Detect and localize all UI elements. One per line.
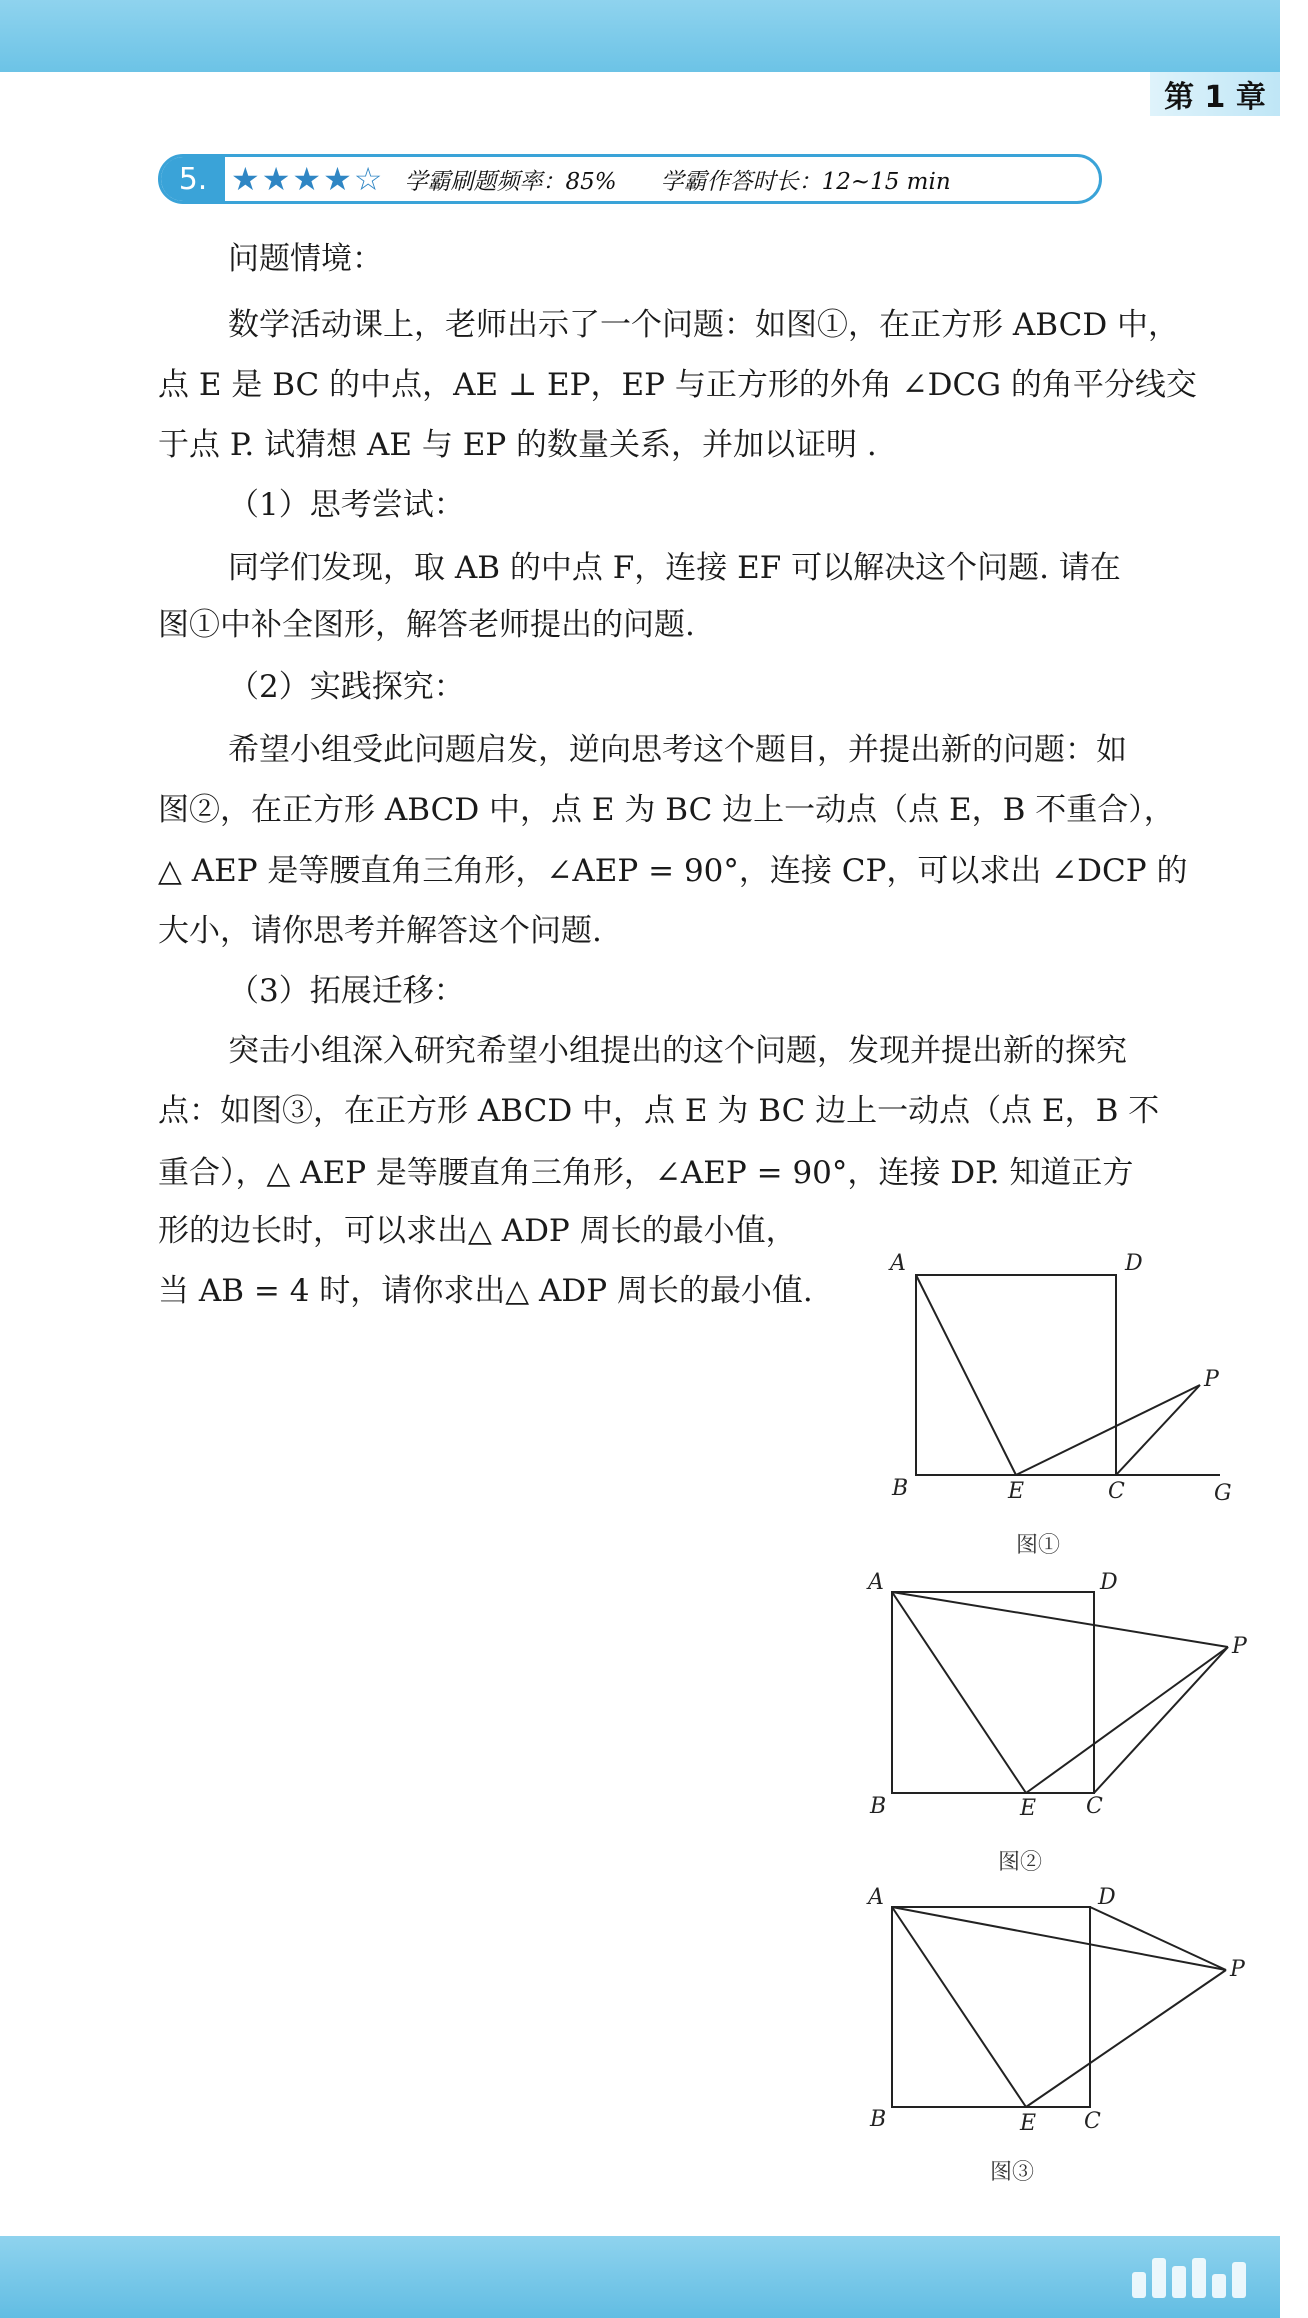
- star-icon: ★: [323, 160, 352, 198]
- figure-2-caption: 图②: [998, 1850, 1043, 1875]
- segment-cp: [1094, 1647, 1228, 1793]
- figure-1-caption: 图①: [1016, 1533, 1061, 1558]
- figure-1-diagram: [880, 1250, 1240, 1510]
- watermark-bars-icon: [1132, 2258, 1246, 2298]
- problem-line: 形的边长时，可以求出△ ADP 周长的最小值，: [158, 1213, 797, 1249]
- problem-line: 图①中补全图形，解答老师提出的问题.: [158, 607, 695, 643]
- problem-line: 图②，在正方形 ABCD 中，点 E 为 BC 边上一动点（点 E，B 不重合），: [158, 792, 1175, 828]
- label-b: B: [892, 1476, 909, 1501]
- star-icon: ★: [292, 160, 322, 198]
- figure-3-caption: 图③: [990, 2160, 1035, 2185]
- segment-dp: [1090, 1907, 1226, 1970]
- segment-ep: [1016, 1385, 1200, 1475]
- time-text: 学霸作答时长：12~15 min: [660, 168, 951, 195]
- top-decorative-band: [0, 0, 1280, 72]
- star-outline-icon: ☆: [353, 160, 383, 198]
- bottom-decorative-band: [0, 2236, 1280, 2318]
- chapter-tab: 第 1 章: [1150, 72, 1280, 116]
- square-abcd: [892, 1592, 1094, 1793]
- label-e: E: [1008, 1479, 1025, 1504]
- label-p: P: [1204, 1367, 1219, 1392]
- section-title: 问题情境：: [228, 241, 383, 277]
- problem-line: 希望小组受此问题启发，逆向思考这个题目，并提出新的问题：如: [228, 732, 1127, 768]
- subquestion-title: （3）拓展迁移：: [228, 973, 465, 1009]
- segment-ae: [916, 1275, 1016, 1475]
- segment-ep: [1026, 1647, 1228, 1793]
- label-d: D: [1125, 1251, 1143, 1276]
- segment-ap: [892, 1907, 1226, 1970]
- problem-line: 重合），△ AEP 是等腰直角三角形，∠AEP = 90°，连接 DP. 知道正方: [158, 1155, 1134, 1191]
- frequency-text: 学霸刷题频率：85%: [404, 168, 617, 195]
- problem-line: 突击小组深入研究希望小组提出的这个问题，发现并提出新的探究: [228, 1033, 1127, 1069]
- segment-ap: [892, 1592, 1228, 1647]
- figure-3-diagram: [860, 1880, 1245, 2140]
- segment-ae: [892, 1592, 1026, 1793]
- label-p: P: [1230, 1957, 1245, 1982]
- difficulty-stars: [231, 160, 383, 198]
- problem-line: 点：如图③，在正方形 ABCD 中，点 E 为 BC 边上一动点（点 E，B 不: [158, 1093, 1160, 1129]
- problem-line: 数学活动课上，老师出示了一个问题：如图①，在正方形 ABCD 中，: [228, 307, 1180, 343]
- question-header-bar: [158, 154, 1102, 204]
- label-c: C: [1084, 2109, 1101, 2134]
- problem-line: △ AEP 是等腰直角三角形，∠AEP = 90°，连接 CP，可以求出 ∠DCP 的: [158, 853, 1188, 889]
- label-a: A: [868, 1570, 884, 1595]
- problem-line: 于点 P. 试猜想 AE 与 EP 的数量关系，并加以证明 .: [158, 427, 877, 463]
- figure-2-diagram: [860, 1565, 1247, 1825]
- label-d: D: [1098, 1885, 1116, 1910]
- subquestion-title: （2）实践探究：: [228, 669, 465, 705]
- label-a: A: [890, 1251, 906, 1276]
- segment-ae: [892, 1907, 1026, 2107]
- problem-line: 当 AB = 4 时，请你求出△ ADP 周长的最小值.: [158, 1273, 813, 1309]
- segment-cp: [1116, 1385, 1200, 1475]
- question-number: 5.: [161, 157, 225, 201]
- label-c: C: [1086, 1794, 1103, 1819]
- label-e: E: [1020, 1796, 1037, 1821]
- problem-line: 同学们发现，取 AB 的中点 F，连接 EF 可以解决这个问题. 请在: [228, 550, 1121, 586]
- square-abcd: [916, 1275, 1116, 1475]
- square-abcd: [892, 1907, 1090, 2107]
- label-b: B: [870, 1794, 887, 1819]
- label-c: C: [1108, 1479, 1125, 1504]
- label-a: A: [868, 1885, 884, 1910]
- problem-line: 大小，请你思考并解答这个问题.: [158, 913, 602, 949]
- label-e: E: [1020, 2111, 1037, 2136]
- label-d: D: [1100, 1570, 1118, 1595]
- segment-ep: [1026, 1970, 1226, 2107]
- star-icon: ★: [231, 160, 260, 198]
- star-icon: ★: [261, 160, 291, 198]
- label-b: B: [870, 2107, 887, 2132]
- subquestion-title: （1）思考尝试：: [228, 487, 465, 523]
- label-p: P: [1232, 1634, 1247, 1659]
- problem-line: 点 E 是 BC 的中点，AE ⊥ EP，EP 与正方形的外角 ∠DCG 的角平分线交: [158, 367, 1197, 403]
- label-g: G: [1214, 1481, 1232, 1506]
